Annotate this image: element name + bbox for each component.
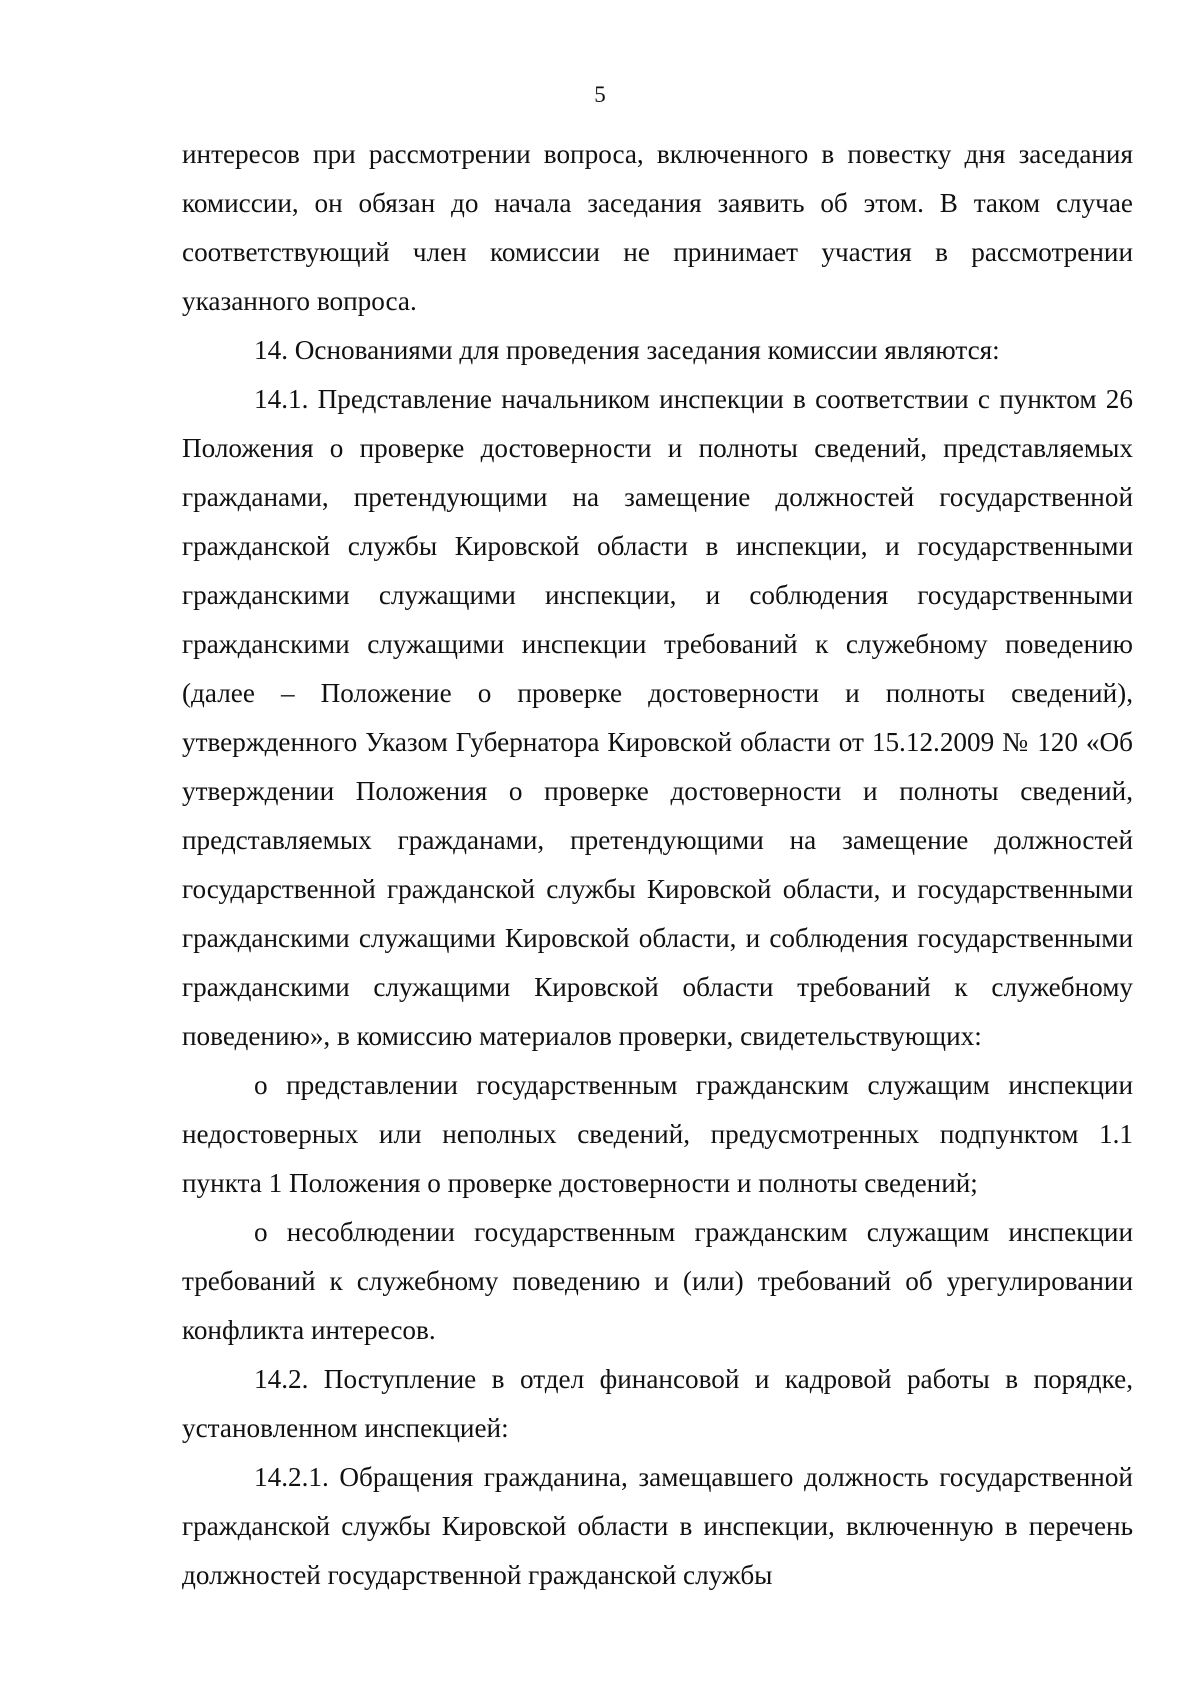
page-number: 5 xyxy=(594,82,606,107)
document-body xyxy=(182,130,1133,1600)
paragraph-14: 14. Основаниями для проведения заседания комиссии являются: xyxy=(254,335,1000,365)
paragraph-14-1: 14.1. Представление начальником инспекции в соответствии с пунктом 26 Положения о проверке достоверности и полноты сведений, представляемых гражданами, претендующими на замещение должностей государственной гражданской службы Кировской области в инспекции, и государственными гражданскими служащими инспекции, и соблюдения государственными гражданскими служащими инспекции требований к служебному поведению (далее – Положение о проверке достоверности и полноты сведений), утвержденного Указом Губернатора Кировской области от 15.12.2009 № 120 «Об утверждении Положения о проверке достоверности и полноты сведений, представляемых гражданами, претендующими на замещение должностей государственной гражданской службы Кировской области, и государственными гражданскими служащими Кировской области, и соблюдения государственными гражданскими служащими Кировской области требований к служебному поведению», в комиссию материалов проверки, свидетельствующих: xyxy=(182,384,1133,1051)
paragraph-continuation: интересов при рассмотрении вопроса, включенного в повестку дня заседания комиссии, он обязан до начала заседания заявить об этом. В таком случае соответствующий член комиссии не принимает участия в рассмотрении указанного вопроса. xyxy=(182,139,1133,316)
paragraph-14-1-item-b: о несоблюдении государственным гражданским служащим инспекции требований к служебному поведению и (или) требований об урегулировании конфликта интересов. xyxy=(182,1217,1133,1345)
paragraph-14-1-item-a: о представлении государственным гражданским служащим инспекции недостоверных или неполных сведений, предусмотренных подпунктом 1.1 пункта 1 Положения о проверке достоверности и полноты сведений; xyxy=(182,1070,1133,1198)
paragraph-14-2-1: 14.2.1. Обращения гражданина, замещавшего должность государственной гражданской службы Кировской области в инспекции, включенную в перечень должностей государственной гражданской службы xyxy=(182,1462,1133,1590)
paragraph-14-2: 14.2. Поступление в отдел финансовой и кадровой работы в порядке, установленном инспекцией: xyxy=(182,1364,1133,1443)
